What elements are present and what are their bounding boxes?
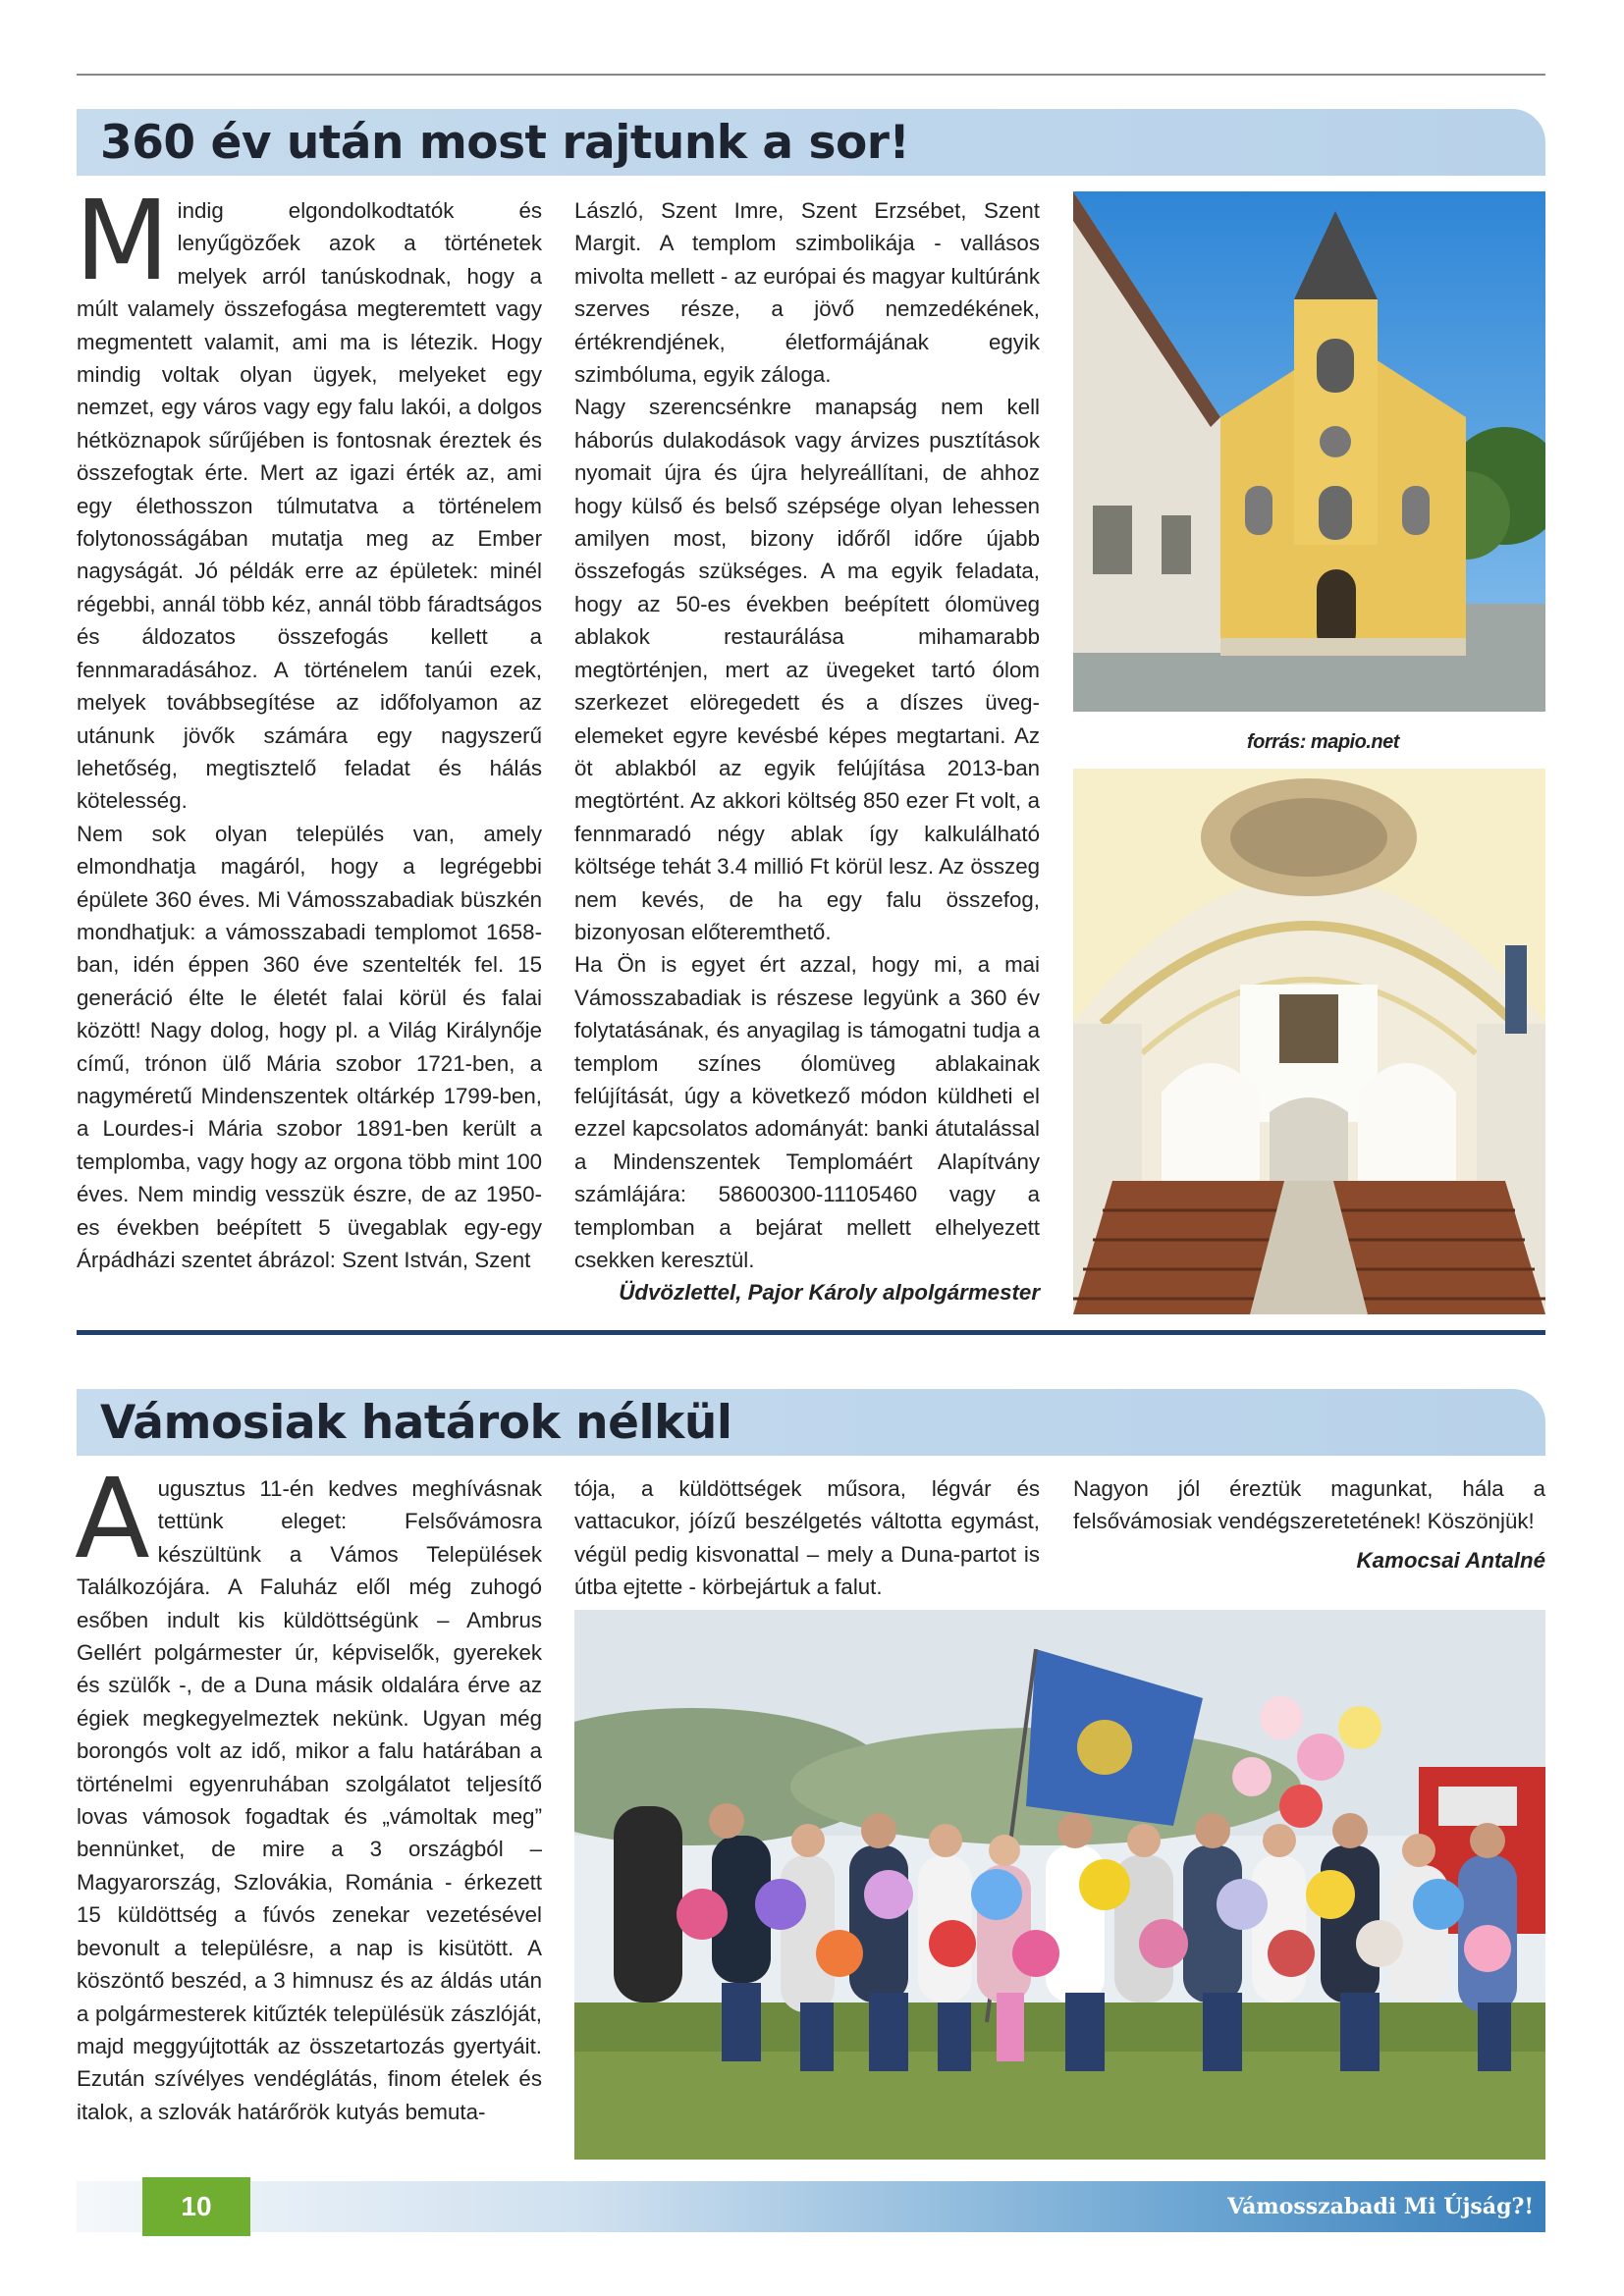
- article1-paragraph-2: Nem sok olyan település van, amely elmondhatja magáról, hogy a legrégebbi épülete 360 éves. Mi Vámosszabadiak büszkén mondhatjuk: a vámosszabadi templomot 1658-ban, idén éppen 360 éve szentelték fel. 15 generáció élte le életét falai körül és falai között! Nagy dolog, hogy pl. a Világ Királynője című, trónon ülő Mária szobor 1721-ben, a nagyméretű Mindenszentek oltárkép 1799-ben, a Lourdes-i Mária szobor 1891-ben került a templomba, vagy hogy az orgona több mint 100 éves. Nem mindig vesszük észre, de az 1950-es években beépített 5 üvegablak egy-egy Árpádházi szentet ábrázol: Szent István, Szent: [77, 821, 542, 1272]
- photo-caption: forrás: mapio.net: [1247, 731, 1399, 753]
- group-photo: [574, 1610, 1545, 2160]
- article2-header: [77, 1389, 1545, 1456]
- article2-column-3: [1073, 1472, 1545, 1576]
- section-divider: [77, 1330, 1545, 1335]
- article1-signature: Üdvözlettel, Pajor Károly alpolgármester: [619, 1280, 1040, 1306]
- article1-paragraph-5: Ha Ön is egyet ért azzal, hogy mi, a mai Vámosszabadiak is részese legyünk a 360 év folytatásának, és anyagilag is támogatni tudja a templom színes ólomüveg ablakainak felújítását, úgy a következő módon küldheti el ezzel kapcsolatos adományát: banki átutalással a Mindenszentek Templomáért Alapítvány számlájára: 58600300-11105460 vagy a templomban a bejárat mellett elhelyezett csekken keresztül.: [574, 952, 1040, 1272]
- article2-column-2: [574, 1472, 1040, 1604]
- article2-paragraph-3: Nagyon jól éreztük magunkat, hála a felsővámosiak vendégszeretetének! Köszönjük!: [1073, 1476, 1545, 1534]
- article1-column-1: [75, 178, 542, 1276]
- article1-column-2: [574, 194, 1040, 1309]
- church-exterior-photo: [1073, 191, 1545, 712]
- article1-dropcap: M: [75, 178, 170, 305]
- article2-paragraph-2: tója, a küldöttségek műsora, légvár és vattacukor, jóízű beszélgetés váltotta egymást, végül pedig kisvonattal – mely a Duna-partot is útba ejtette - körbejártuk a falut.: [574, 1476, 1040, 1600]
- article1-header: [77, 109, 1545, 176]
- article1-paragraph-3: László, Szent Imre, Szent Erzsébet, Szent Margit. A templom szimbolikája - vallásos mivolta mellett - az európai és magyar kultúránk szerves része, a jövő nemzedékének, értékrendjének, életformájának egyik szimbóluma, egyik záloga.: [574, 198, 1040, 388]
- top-rule: [77, 74, 1545, 76]
- article2-paragraph-1: ugusztus 11-én kedves meghívásnak tettünk eleget: Felsővámosra készültünk a Vámos Települések Találkozójára. A Faluház elől még zuhogó esőben indult kis küldöttségünk – Ambrus Gellért polgármester úr, képviselők, gyerekek és szülők -, de a Duna másik oldalára érve az égiek megkegyelmeztek nekünk. Ugyan még borongós volt az idő, mikor a falu határában a történelmi egyenruhában szolgálatot teljesítő lovas vámosok fogadtak és „vámoltak meg” bennünket, de mire a 3 országból – Magyarország, Szlovákia, Románia - érkezett 15 küldöttség a fúvós zenekar vezetésével bevonult a településre, a nap is kisütött. A köszöntő beszéd, a 3 himnusz és az áldás után a polgármesterek kitűzték településük zászlóját, majd meggyújtották az összetartozás gyertyáit. Ezután szívélyes vendéglátás, finom ételek és italok, a szlovák határőrök kutyás bemuta-: [77, 1476, 542, 2124]
- article2-column-1: [75, 1456, 542, 2128]
- article2-dropcap: A: [75, 1456, 150, 1583]
- article2-signature: Kamocsai Antalné: [1356, 1547, 1545, 1573]
- article1-paragraph-1: indig elgondolkodtatók és lenyűgözőek azok a történetek melyek arról tanúskodnak, hogy a múlt valamely összefogása megteremtett vagy megmentett valamit, ami ma is létezik. Hogy mindig voltak olyan ügyek, melyeket egy nemzet, egy város vagy egy falu lakói, a dolgos hétköznapok sűrűjében is fontosnak éreztek és összefogtak érte. Mert az igazi érték az, ami egy élethosszon túlmutatva a történelem folytonosságában mutatja meg az Ember nagyságát. Jó példák erre az épületek: minél régebbi, annál több kéz, annál több fáradtságos és áldozatos összefogás kellett a fennmaradásához. A történelem tanúi ezek, melyek továbbsegítése az időfolyamon az utánunk jövők számára egy nagyszerű lehetőség, megtisztelő feladat és hálás kötelesség.: [77, 198, 542, 814]
- article1-title: 360 év után most rajtunk a sor!: [100, 116, 910, 170]
- article1-paragraph-4: Nagy szerencsénkre manapság nem kell háborús dulakodások vagy árvizes pusztítások nyomait újra és újra helyreállítani, de ahhoz hogy külső és belső szépsége olyan lehessen amilyen most, bizony időről időre újabb összefogás szükséges. A ma egyik feladata, hogy az 50-es években beépített ólomüveg ablakok restaurálása mihamarabb megtörténjen, mert az üvegeket tartó ólom szerkezet elöregedett és a díszes üveg-elemeket egyre kevésbé képes megtartani. Az öt ablakból az egyik felújítása 2013-ban megtörtént. Az akkori költség 850 ezer Ft volt, a fennmaradó négy ablak így kalkulálható költsége tehát 3.4 millió Ft körül lesz. Az összeg nem kevés, de ha egy falu összefog, bizonyosan előteremthető.: [574, 395, 1040, 944]
- page-number: 10: [142, 2177, 250, 2236]
- church-interior-photo: [1073, 769, 1545, 1314]
- article2-title: Vámosiak határok nélkül: [100, 1396, 732, 1450]
- magazine-name: Vámosszabadi Mi Újság?!: [1227, 2194, 1534, 2219]
